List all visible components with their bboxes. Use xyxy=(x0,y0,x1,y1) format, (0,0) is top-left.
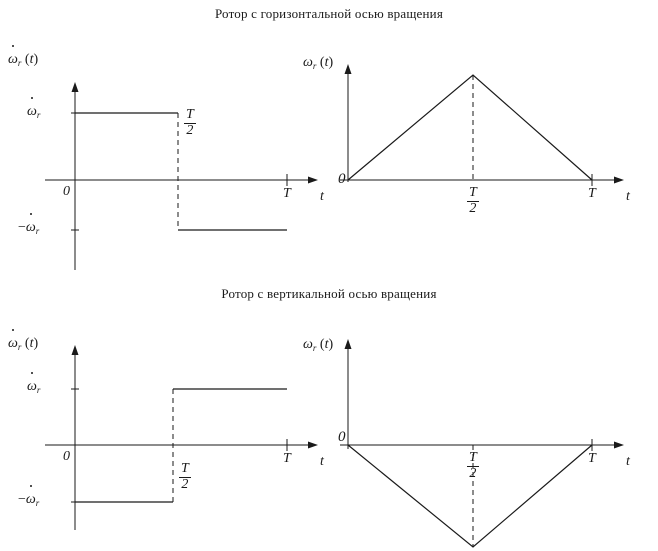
section-title-horizontal: Ротор с горизонтальной осью вращения xyxy=(214,6,444,21)
y-axis-label-omega xyxy=(303,337,333,353)
y-axis-label-omega-dot xyxy=(8,52,38,68)
t-glyph: t xyxy=(324,337,329,352)
subscript-r: r xyxy=(36,385,41,395)
y-value-omega-dot-negative xyxy=(18,492,39,508)
y-axis-label-omega xyxy=(303,55,333,71)
chart-horizontal-angular-velocity-svg xyxy=(330,40,658,280)
series-triangle xyxy=(348,75,592,180)
chart-vertical-angular-velocity xyxy=(330,325,658,551)
minus-sign: − xyxy=(18,220,26,235)
minus-sign: − xyxy=(18,492,26,507)
omega-glyph: ω xyxy=(27,104,37,120)
fraction-numerator: T xyxy=(181,461,189,476)
y-axis-arrow xyxy=(72,345,79,355)
chart-vertical-angular-acceleration xyxy=(0,325,330,551)
fraction-numerator: T xyxy=(186,107,194,122)
x-axis-arrow xyxy=(614,442,624,449)
omega-glyph: ω xyxy=(8,336,18,352)
origin-label: 0 xyxy=(338,171,346,187)
paren-group: ( xyxy=(316,55,325,70)
fraction-denominator: 2 xyxy=(467,466,479,482)
tick-label-T-half xyxy=(467,186,479,216)
paren-group: ( xyxy=(21,336,30,351)
paren-group: ( xyxy=(21,52,30,67)
subscript-r: r xyxy=(35,226,40,236)
origin-label: 0 xyxy=(63,449,70,464)
omega-glyph: ω xyxy=(8,52,18,68)
paren-close: ) xyxy=(33,52,39,67)
subscript-r: r xyxy=(312,343,317,353)
origin-label: 0 xyxy=(63,184,70,199)
y-value-omega-dot-positive xyxy=(27,104,40,120)
x-axis-label-t: t xyxy=(626,454,630,469)
section-title-vertical: Ротор с вертикальной осью вращения xyxy=(221,286,437,301)
origin-label: 0 xyxy=(338,429,346,445)
chart-horizontal-angular-acceleration-svg xyxy=(0,40,330,280)
y-axis-arrow xyxy=(345,64,352,74)
chart-horizontal-angular-acceleration xyxy=(0,40,330,280)
tick-label-T-half xyxy=(184,108,196,138)
subscript-r: r xyxy=(35,498,40,508)
paren-close: ) xyxy=(33,336,39,351)
chart-horizontal-angular-velocity xyxy=(330,40,658,280)
chart-vertical-angular-velocity-svg xyxy=(330,325,658,551)
y-value-omega-dot-positive xyxy=(27,379,40,395)
omega-glyph: ω xyxy=(26,492,36,508)
tick-label-T: T xyxy=(283,451,291,466)
fraction-denominator: 2 xyxy=(179,477,191,493)
y-axis-label-omega-dot xyxy=(8,336,38,352)
y-axis-arrow xyxy=(72,82,79,92)
tick-label-T: T xyxy=(283,186,291,201)
x-axis-arrow xyxy=(614,177,624,184)
t-glyph: t xyxy=(29,336,34,351)
t-glyph: t xyxy=(324,55,329,70)
tick-label-T-half xyxy=(467,451,479,481)
omega-glyph: ω xyxy=(303,55,313,70)
paren-close: ) xyxy=(328,55,334,70)
t-glyph: t xyxy=(29,52,34,67)
subscript-r: r xyxy=(17,342,22,352)
x-axis-label-t: t xyxy=(320,189,324,204)
fraction-denominator: 2 xyxy=(184,123,196,139)
paren-group: ( xyxy=(316,337,325,352)
x-axis-label-t: t xyxy=(320,454,324,469)
tick-label-T-half xyxy=(179,462,191,492)
paren-close: ) xyxy=(328,337,334,352)
chart-vertical-angular-acceleration-svg xyxy=(0,325,330,551)
x-axis-arrow xyxy=(308,442,318,449)
omega-glyph: ω xyxy=(26,220,36,236)
x-axis-label-t: t xyxy=(626,189,630,204)
fraction-denominator: 2 xyxy=(467,201,479,217)
y-axis-arrow xyxy=(345,339,352,349)
omega-glyph: ω xyxy=(27,379,37,395)
tick-label-T: T xyxy=(588,451,596,466)
subscript-r: r xyxy=(17,58,22,68)
subscript-r: r xyxy=(312,61,317,71)
fraction-numerator: T xyxy=(469,185,477,200)
omega-glyph: ω xyxy=(303,337,313,352)
y-value-omega-dot-negative xyxy=(18,220,39,236)
subscript-r: r xyxy=(36,110,41,120)
fraction-numerator: T xyxy=(469,450,477,465)
tick-label-T: T xyxy=(588,186,596,201)
x-axis-arrow xyxy=(308,177,318,184)
